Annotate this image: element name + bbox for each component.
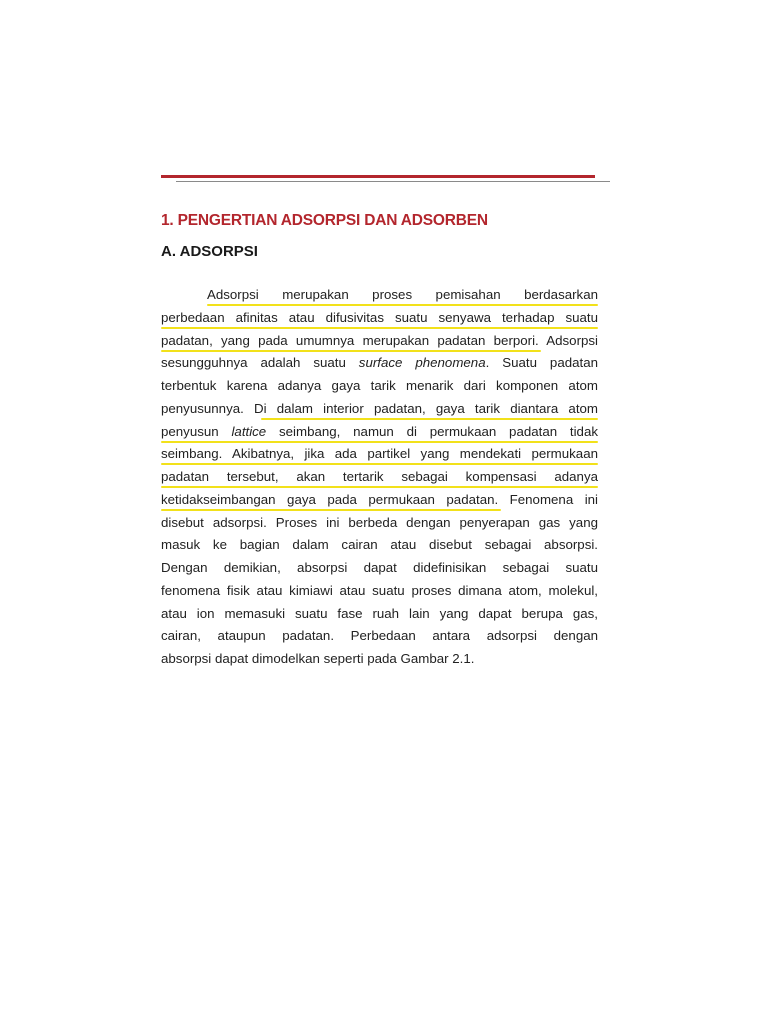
- header-rule-gray: [176, 181, 610, 182]
- highlight-underline: [161, 463, 598, 465]
- subsection-title: A. ADSORPSI: [161, 243, 258, 260]
- paragraph-line: [161, 446, 598, 469]
- line-text-before: Adsorpsi merupakan proses pemisahan berdasarkan: [207, 287, 598, 302]
- paragraph-line-text: [161, 446, 598, 462]
- paragraph-line-text: [207, 287, 598, 303]
- highlight-underline: [261, 418, 598, 420]
- paragraph-line-text: [161, 378, 598, 394]
- paragraph-line: [161, 424, 598, 447]
- highlight-underline: [161, 327, 598, 329]
- paragraph-line-text: [161, 583, 598, 599]
- paragraph-line: [161, 537, 598, 560]
- paragraph-line: [161, 628, 598, 651]
- line-text-italic: lattice: [231, 423, 267, 439]
- paragraph-line: [161, 287, 598, 310]
- paragraph-line: [161, 469, 598, 492]
- paragraph-line: [161, 333, 598, 356]
- line-text-before: absorpsi dapat dimodelkan seperti pada Gambar 2.1.: [161, 651, 475, 666]
- line-text-before: padatan tersebut, akan tertarik sebagai kompensasi adanya: [161, 469, 598, 484]
- paragraph-line-text: [161, 401, 598, 417]
- line-text-before: perbedaan afinitas atau difusivitas suatu senyawa terhadap suatu: [161, 309, 598, 325]
- paragraph-line: [161, 515, 598, 538]
- paragraph-line-text: [161, 606, 598, 622]
- paragraph-line-text: [161, 424, 598, 440]
- highlight-underline: [161, 509, 501, 511]
- line-text-before: Dengan demikian, absorpsi dapat didefinisikan sebagai suatu: [161, 560, 598, 575]
- paragraph-line: [161, 583, 598, 606]
- paragraph-line-text: [161, 333, 598, 349]
- paragraph-line-text: [161, 469, 598, 485]
- paragraph-line: [161, 651, 598, 674]
- line-text-before: masuk ke bagian dalam cairan atau disebut sebagai absorpsi.: [161, 537, 598, 553]
- paragraph-line: [161, 560, 598, 583]
- highlight-underline: [161, 486, 598, 488]
- line-text-before: padatan, yang pada umumnya merupakan padatan berpori. Adsorpsi: [161, 332, 598, 348]
- line-text-before: fenomena fisik atau kimiawi atau suatu proses dimana atom, molekul,: [161, 582, 598, 598]
- line-text-before: disebut adsorpsi. Proses ini berbeda dengan penyerapan gas yang: [161, 514, 598, 530]
- paragraph-line-text: [161, 515, 598, 531]
- line-text-before: penyusunnya. Di dalam interior padatan, gaya tarik diantara atom: [161, 400, 598, 416]
- line-text-before: penyusun: [161, 423, 232, 439]
- line-text-after: seimbang, namun di permukaan padatan tidak: [266, 423, 598, 439]
- section-title: 1. PENGERTIAN ADSORPSI DAN ADSORBEN: [161, 212, 488, 229]
- paragraph-line-text: [161, 560, 598, 576]
- paragraph-line: [161, 378, 598, 401]
- line-text-before: seimbang. Akibatnya, jika ada partikel yang mendekati permukaan: [161, 446, 598, 462]
- paragraph-line-text: [161, 492, 598, 508]
- line-text-before: sesungguhnya adalah suatu: [161, 355, 359, 371]
- paragraph-line: [161, 401, 598, 424]
- line-text-italic: surface phenomena: [358, 355, 486, 371]
- line-text-after: . Suatu padatan: [485, 355, 598, 371]
- highlight-underline: [207, 304, 598, 306]
- paragraph-line-text: [161, 628, 598, 644]
- paragraph-line: [161, 355, 598, 378]
- paragraph-line-text: [161, 310, 598, 326]
- paragraph-line-text: [161, 355, 598, 371]
- line-text-before: ketidakseimbangan gaya pada permukaan padatan. Fenomena ini: [161, 491, 598, 507]
- body-paragraph: [161, 287, 598, 674]
- highlight-underline: [161, 441, 598, 443]
- line-text-before: cairan, ataupun padatan. Perbedaan antara adsorpsi dengan: [161, 628, 598, 644]
- line-text-before: atau ion memasuki suatu fase ruah lain yang dapat berupa gas,: [161, 605, 598, 621]
- paragraph-line: [161, 492, 598, 515]
- header-rule-red: [161, 175, 595, 178]
- paragraph-line: [161, 606, 598, 629]
- line-text-before: terbentuk karena adanya gaya tarik menarik dari komponen atom: [161, 378, 598, 393]
- paragraph-line-text: [161, 651, 598, 667]
- paragraph-line-text: [161, 537, 598, 553]
- paragraph-line: [161, 310, 598, 333]
- highlight-underline: [161, 350, 541, 352]
